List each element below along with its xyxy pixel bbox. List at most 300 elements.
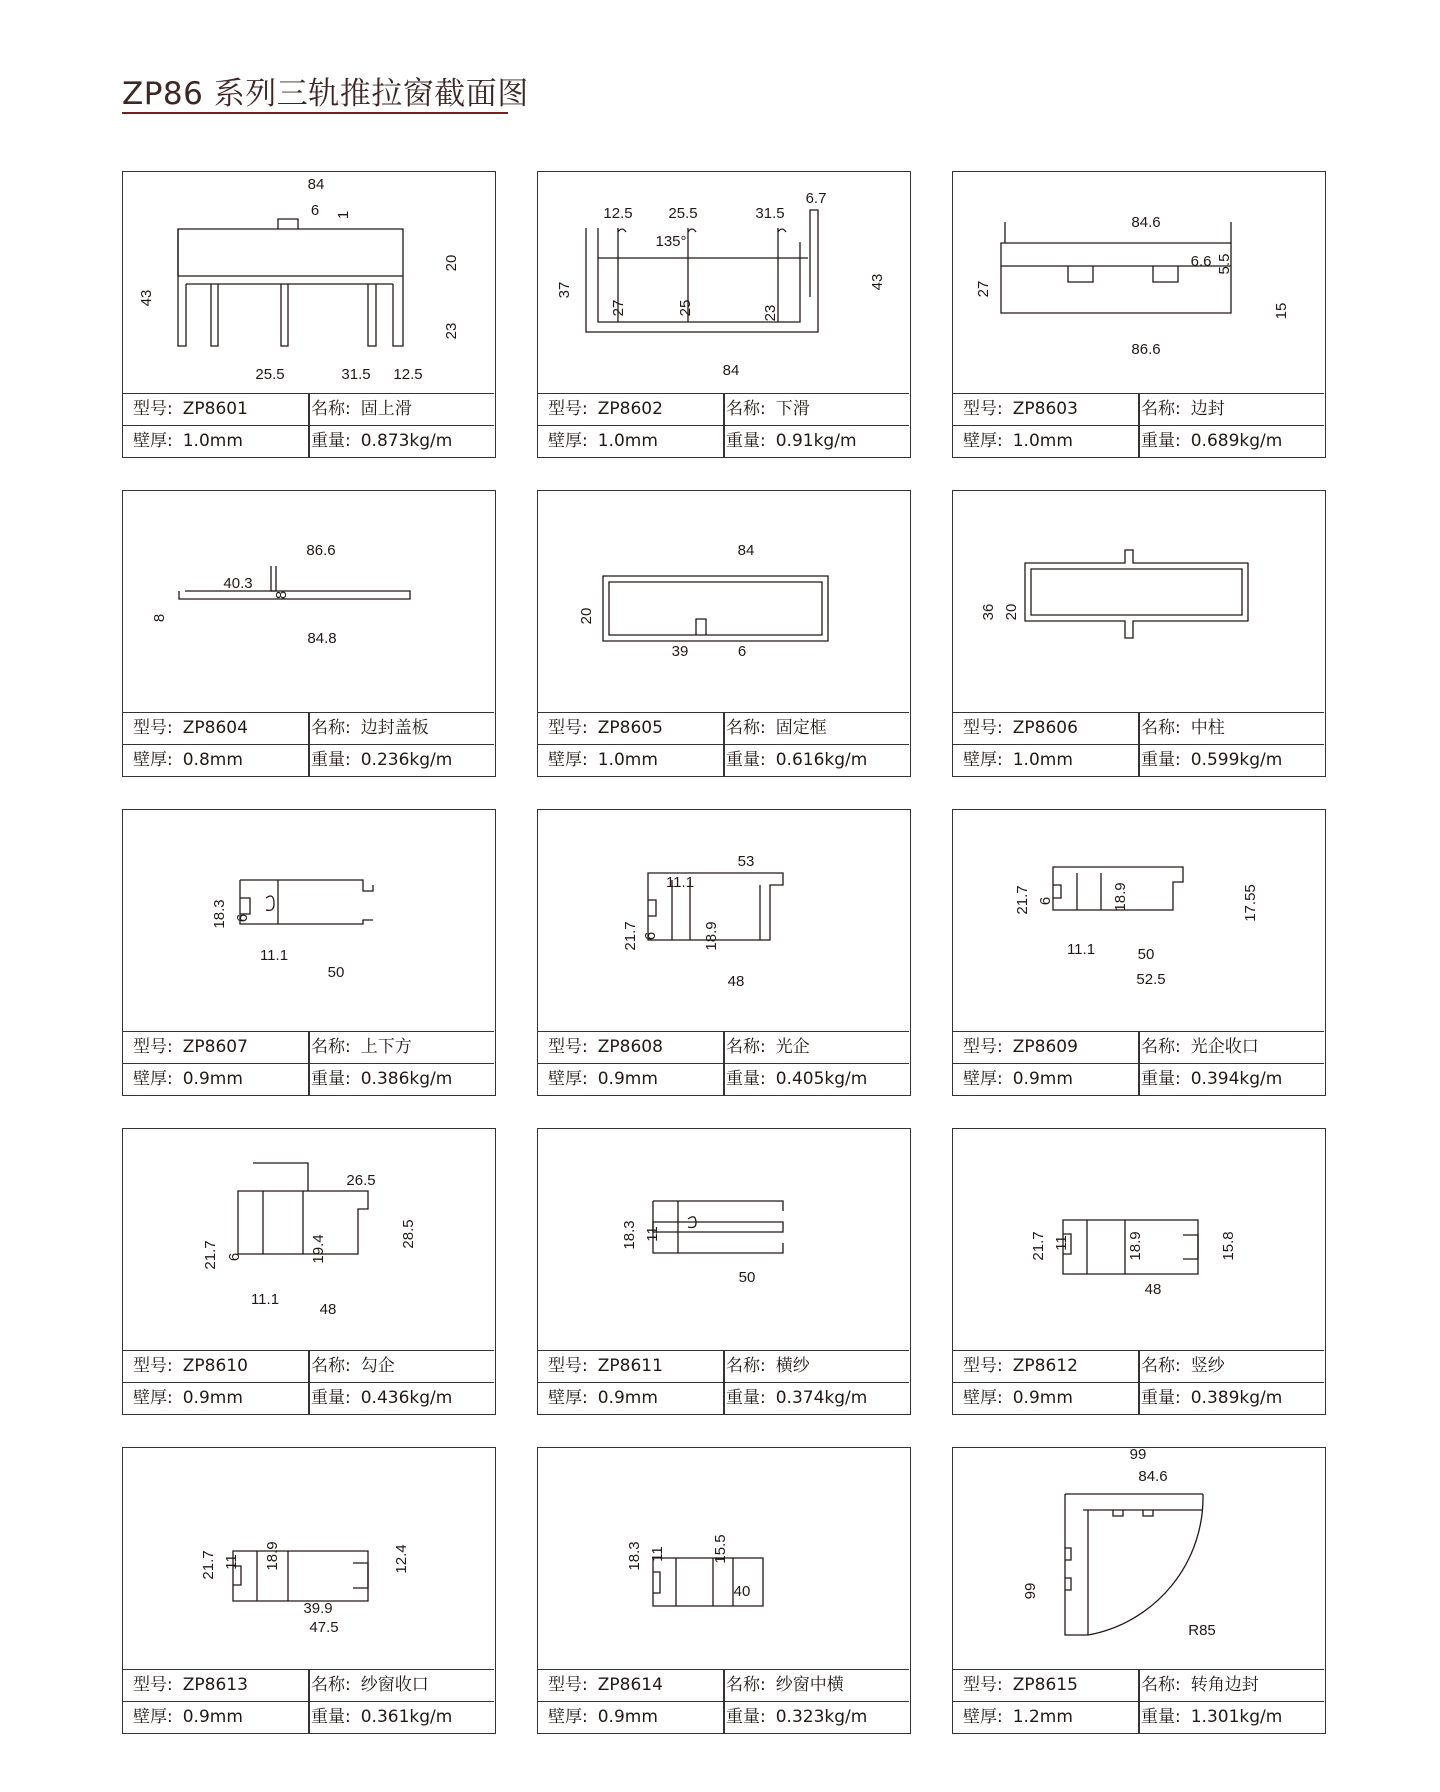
dimension-label: 6.7: [805, 190, 827, 207]
weight-value: 0.361kg/m: [360, 1707, 453, 1727]
dimension-label: 40: [733, 1583, 751, 1600]
thickness-value: 1.2mm: [1012, 1707, 1073, 1727]
column-divider: [1138, 713, 1140, 776]
weight-cell: [311, 745, 452, 776]
name-value: 勾企: [360, 1356, 395, 1376]
name-value: 纱窗中横: [775, 1675, 844, 1695]
weight-label: 重量:: [1141, 1069, 1181, 1089]
profile-outline: [1083, 1510, 1203, 1635]
thickness-value: 0.9mm: [597, 1388, 658, 1408]
weight-label: 重量:: [311, 1707, 351, 1727]
title-underline: [122, 112, 508, 114]
weight-value: 0.374kg/m: [775, 1388, 868, 1408]
column-divider: [723, 1670, 725, 1733]
model-value: ZP8606: [1012, 718, 1078, 738]
profile-outline: [263, 1191, 303, 1254]
profile-drawing: [538, 810, 909, 1031]
dimension-label: 25.5: [668, 205, 698, 222]
profile-card: [122, 1447, 496, 1734]
profile-outline: [603, 576, 828, 641]
dimension-label: 99: [1129, 1448, 1147, 1463]
profile-card: [952, 490, 1326, 777]
model-value: ZP8602: [597, 399, 663, 419]
name-label: 名称:: [1141, 1037, 1181, 1057]
dimension-label: 11: [1053, 1235, 1070, 1251]
thickness-cell: [963, 1383, 1073, 1414]
name-label: 名称:: [726, 718, 766, 738]
profile-outline: [1065, 1494, 1088, 1635]
name-label: 名称:: [311, 399, 351, 419]
dimension-label: 37: [556, 281, 573, 299]
name-cell: [311, 1032, 412, 1063]
weight-cell: [1141, 1064, 1282, 1095]
column-divider: [1138, 1670, 1140, 1733]
name-cell: [726, 394, 810, 425]
weight-cell: [1141, 426, 1282, 457]
profile-drawing: [538, 172, 909, 393]
profile-outline: [266, 896, 274, 910]
model-value: ZP8615: [1012, 1675, 1078, 1695]
name-label: 名称:: [726, 1037, 766, 1057]
dimension-label: 86.6: [1131, 341, 1161, 358]
name-label: 名称:: [1141, 399, 1181, 419]
column-divider: [308, 1351, 310, 1414]
weight-cell: [1141, 1383, 1282, 1414]
dimension-label: 99: [1022, 1582, 1039, 1600]
column-divider: [723, 1032, 725, 1095]
dimension-label: 20: [578, 607, 595, 625]
model-value: ZP8614: [597, 1675, 663, 1695]
thickness-label: 壁厚:: [133, 431, 173, 451]
model-label: 型号:: [133, 718, 173, 738]
model-cell: [548, 1670, 663, 1701]
dimension-label: 8: [273, 590, 290, 600]
dimension-label: 25: [677, 299, 694, 317]
model-label: 型号:: [548, 1356, 588, 1376]
spec-table: [538, 712, 909, 776]
profile-outline: [676, 1558, 733, 1606]
profile-drawing: [123, 172, 494, 393]
name-cell: [1141, 1670, 1259, 1701]
dimension-label: 23: [443, 322, 460, 340]
name-value: 固上滑: [360, 399, 412, 419]
weight-value: 0.236kg/m: [360, 750, 453, 770]
weight-label: 重量:: [726, 750, 766, 770]
weight-label: 重量:: [726, 1707, 766, 1727]
weight-label: 重量:: [311, 431, 351, 451]
weight-label: 重量:: [311, 1069, 351, 1089]
weight-value: 1.301kg/m: [1190, 1707, 1283, 1727]
profile-outline: [1005, 222, 1231, 243]
profile-drawing: [123, 491, 494, 712]
dimension-label: 6: [642, 931, 659, 941]
dimension-label: 20: [1003, 603, 1020, 621]
model-label: 型号:: [963, 1356, 1003, 1376]
weight-label: 重量:: [1141, 750, 1181, 770]
name-label: 名称:: [1141, 1356, 1181, 1376]
profile-outline: [179, 591, 410, 599]
thickness-cell: [548, 745, 658, 776]
model-cell: [548, 1032, 663, 1063]
weight-label: 重量:: [1141, 431, 1181, 451]
dimension-label: 11: [649, 1546, 666, 1562]
thickness-value: 1.0mm: [597, 431, 658, 451]
profile-outline: [1077, 873, 1101, 910]
thickness-label: 壁厚:: [963, 1707, 1003, 1727]
model-label: 型号:: [133, 1675, 173, 1695]
profile-outline: [1065, 1548, 1071, 1590]
profile-outline: [1183, 1235, 1198, 1259]
dimension-label: 15: [1273, 302, 1290, 320]
dimension-label: 28.5: [400, 1219, 417, 1249]
dimension-label: 6: [310, 202, 320, 219]
dimension-label: 23: [762, 304, 779, 322]
weight-cell: [311, 1383, 452, 1414]
name-value: 中柱: [1190, 718, 1225, 738]
spec-table: [953, 1350, 1324, 1414]
page-title: ZP86 系列三轨推拉窗截面图: [122, 76, 529, 112]
dimension-label: 18.9: [264, 1541, 281, 1571]
spec-table: [123, 712, 494, 776]
model-cell: [548, 713, 663, 744]
thickness-value: 1.0mm: [597, 750, 658, 770]
dimension-label: 135°: [655, 233, 687, 250]
column-divider: [1138, 1351, 1140, 1414]
weight-label: 重量:: [311, 1388, 351, 1408]
spec-table: [123, 1350, 494, 1414]
weight-cell: [726, 1064, 867, 1095]
dimension-label: 48: [727, 973, 745, 990]
profile-drawing: [538, 491, 909, 712]
dimension-label: 84: [722, 362, 740, 379]
model-label: 型号:: [963, 1037, 1003, 1057]
model-value: ZP8608: [597, 1037, 663, 1057]
weight-label: 重量:: [726, 431, 766, 451]
dimension-label: 50: [1137, 946, 1155, 963]
column-divider: [1138, 394, 1140, 457]
thickness-label: 壁厚:: [133, 750, 173, 770]
column-divider: [723, 1351, 725, 1414]
profile-drawing: [538, 1448, 909, 1669]
name-label: 名称:: [726, 399, 766, 419]
spec-table: [538, 1031, 909, 1095]
dimension-label: 21.7: [622, 921, 639, 951]
weight-value: 0.689kg/m: [1190, 431, 1283, 451]
name-cell: [726, 713, 827, 744]
dimension-label: 18.3: [626, 1541, 643, 1571]
dimension-label: 27: [610, 299, 627, 317]
model-value: ZP8603: [1012, 399, 1078, 419]
model-cell: [963, 394, 1078, 425]
thickness-label: 壁厚:: [133, 1069, 173, 1089]
name-cell: [311, 1670, 429, 1701]
profile-outline: [178, 229, 403, 346]
profile-outline: [653, 1201, 783, 1253]
dimension-label: 21.7: [200, 1550, 217, 1580]
dimension-label: 86.6: [306, 542, 336, 559]
profile-card: [952, 1128, 1326, 1415]
model-value: ZP8607: [182, 1037, 248, 1057]
profile-drawing: [953, 810, 1324, 1031]
profile-card: [952, 171, 1326, 458]
dimension-label: 8: [151, 613, 168, 623]
weight-value: 0.599kg/m: [1190, 750, 1283, 770]
dimension-label: 6: [234, 913, 251, 923]
weight-value: 0.616kg/m: [775, 750, 868, 770]
model-cell: [133, 1351, 248, 1382]
model-value: ZP8612: [1012, 1356, 1078, 1376]
weight-cell: [311, 1702, 452, 1733]
dimension-label: 18.9: [1127, 1231, 1144, 1261]
dimension-label: 11: [223, 1554, 240, 1570]
weight-value: 0.386kg/m: [360, 1069, 453, 1089]
thickness-label: 壁厚:: [133, 1388, 173, 1408]
name-value: 纱窗收口: [360, 1675, 429, 1695]
column-divider: [723, 394, 725, 457]
spec-table: [538, 393, 909, 457]
model-value: ZP8605: [597, 718, 663, 738]
name-cell: [1141, 1032, 1259, 1063]
profile-outline: [178, 229, 403, 276]
weight-label: 重量:: [726, 1069, 766, 1089]
name-cell: [726, 1670, 844, 1701]
model-cell: [133, 1032, 248, 1063]
thickness-label: 壁厚:: [548, 1388, 588, 1408]
spec-table: [123, 393, 494, 457]
thickness-label: 壁厚:: [963, 431, 1003, 451]
dimension-label: 53: [737, 853, 755, 870]
weight-value: 0.323kg/m: [775, 1707, 868, 1727]
model-cell: [963, 1670, 1078, 1701]
profile-card: [122, 809, 496, 1096]
dimension-label: 11.1: [259, 947, 289, 964]
model-label: 型号:: [963, 399, 1003, 419]
model-value: ZP8611: [597, 1356, 663, 1376]
spec-table: [123, 1669, 494, 1733]
thickness-label: 壁厚:: [133, 1707, 173, 1727]
column-divider: [308, 713, 310, 776]
thickness-cell: [133, 745, 243, 776]
name-cell: [1141, 394, 1225, 425]
thickness-value: 0.9mm: [182, 1069, 243, 1089]
dimension-label: 36: [980, 603, 997, 621]
profile-outline: [271, 566, 276, 591]
dimension-label: 15.8: [1220, 1231, 1237, 1261]
dimension-label: 6: [737, 643, 747, 660]
dimension-label: 40.3: [223, 575, 253, 592]
model-label: 型号:: [133, 399, 173, 419]
column-divider: [308, 1032, 310, 1095]
name-label: 名称:: [1141, 718, 1181, 738]
thickness-value: 1.0mm: [1012, 431, 1073, 451]
thickness-cell: [133, 1064, 243, 1095]
profile-outline: [1113, 1510, 1153, 1516]
dimension-label: 1: [335, 210, 352, 220]
dimension-label: 50: [738, 1269, 756, 1286]
profile-outline: [618, 229, 786, 232]
model-cell: [548, 394, 663, 425]
name-value: 转角边封: [1190, 1675, 1259, 1695]
thickness-value: 0.9mm: [1012, 1388, 1073, 1408]
profile-drawing: [538, 1129, 909, 1350]
profile-drawing: [953, 1129, 1324, 1350]
thickness-cell: [963, 745, 1073, 776]
name-cell: [1141, 1351, 1225, 1382]
dimension-label: 18.3: [621, 1220, 638, 1250]
dimension-label: 84.8: [307, 630, 337, 647]
model-value: ZP8613: [182, 1675, 248, 1695]
model-label: 型号:: [133, 1356, 173, 1376]
thickness-label: 壁厚:: [548, 431, 588, 451]
spec-table: [953, 1031, 1324, 1095]
thickness-cell: [133, 1383, 243, 1414]
dimension-label: 12.4: [393, 1544, 410, 1574]
thickness-cell: [548, 1702, 658, 1733]
profile-card: [952, 809, 1326, 1096]
dimension-label: 48: [319, 1301, 337, 1318]
thickness-label: 壁厚:: [963, 750, 1003, 770]
thickness-cell: [963, 1702, 1073, 1733]
dimension-label: 18.9: [703, 921, 720, 951]
profile-outline: [1068, 266, 1093, 282]
column-divider: [1138, 1032, 1140, 1095]
profile-outline: [1088, 1494, 1203, 1635]
profile-outline: [278, 219, 298, 229]
thickness-cell: [133, 1702, 243, 1733]
spec-table: [953, 1669, 1324, 1733]
dimension-label: 84.6: [1138, 1468, 1168, 1485]
spec-table: [953, 712, 1324, 776]
dimension-label: 6: [1037, 896, 1054, 906]
spec-table: [538, 1669, 909, 1733]
name-label: 名称:: [311, 1037, 351, 1057]
weight-label: 重量:: [726, 1388, 766, 1408]
profile-card: [122, 490, 496, 777]
thickness-cell: [548, 1383, 658, 1414]
profile-outline: [1025, 550, 1248, 638]
model-cell: [963, 1351, 1078, 1382]
thickness-label: 壁厚:: [963, 1069, 1003, 1089]
dimension-label: 6: [226, 1252, 243, 1262]
model-label: 型号:: [548, 1037, 588, 1057]
thickness-value: 0.9mm: [1012, 1069, 1073, 1089]
dimension-label: 39: [671, 643, 689, 660]
dimension-label: 18.9: [1112, 882, 1129, 912]
model-cell: [548, 1351, 663, 1382]
name-label: 名称:: [311, 1356, 351, 1376]
model-value: ZP8610: [182, 1356, 248, 1376]
thickness-cell: [133, 426, 243, 457]
profile-outline: [1087, 1220, 1125, 1274]
weight-cell: [1141, 745, 1282, 776]
profile-outline: [648, 900, 656, 916]
profile-drawing: [123, 1129, 494, 1350]
name-value: 光企: [775, 1037, 810, 1057]
profile-drawing: [123, 810, 494, 1031]
dimension-label: 27: [975, 280, 992, 298]
name-value: 边封: [1190, 399, 1225, 419]
thickness-value: 0.9mm: [597, 1707, 658, 1727]
name-value: 边封盖板: [360, 718, 429, 738]
profile-outline: [696, 619, 706, 635]
weight-cell: [311, 1064, 452, 1095]
model-label: 型号:: [548, 718, 588, 738]
name-cell: [726, 1351, 810, 1382]
weight-label: 重量:: [1141, 1388, 1181, 1408]
spec-table: [538, 1350, 909, 1414]
weight-value: 0.91kg/m: [775, 431, 857, 451]
dimension-label: 6.6: [1190, 253, 1212, 270]
spec-table: [123, 1031, 494, 1095]
dimension-label: 11.1: [1066, 941, 1096, 958]
dimension-label: R85: [1188, 1622, 1216, 1639]
dimension-label: 11.1: [250, 1291, 280, 1308]
name-value: 上下方: [360, 1037, 412, 1057]
model-cell: [963, 713, 1078, 744]
profile-outline: [609, 582, 822, 635]
profile-drawing: [953, 172, 1324, 393]
weight-cell: [311, 426, 452, 457]
profile-outline: [1031, 569, 1242, 615]
profile-outline: [653, 1222, 783, 1232]
name-label: 名称:: [726, 1356, 766, 1376]
weight-label: 重量:: [1141, 1707, 1181, 1727]
model-value: ZP8604: [182, 718, 248, 738]
profile-drawing: [953, 491, 1324, 712]
dimension-label: 43: [869, 273, 886, 291]
profile-outline: [618, 228, 778, 322]
profile-card: [537, 1128, 911, 1415]
dimension-label: 15.5: [712, 1534, 729, 1564]
thickness-value: 1.0mm: [182, 431, 243, 451]
spec-table: [953, 393, 1324, 457]
dimension-label: 31.5: [755, 205, 785, 222]
name-cell: [311, 1351, 395, 1382]
weight-value: 0.405kg/m: [775, 1069, 868, 1089]
profile-outline: [353, 1563, 368, 1588]
dimension-label: 21.7: [1014, 885, 1031, 915]
name-label: 名称:: [311, 1675, 351, 1695]
weight-cell: [726, 426, 857, 457]
weight-cell: [726, 745, 867, 776]
dimension-label: 48: [1144, 1281, 1162, 1298]
model-cell: [133, 394, 248, 425]
thickness-value: 0.8mm: [182, 750, 243, 770]
weight-value: 0.389kg/m: [1190, 1388, 1283, 1408]
weight-value: 0.394kg/m: [1190, 1069, 1283, 1089]
thickness-cell: [548, 1064, 658, 1095]
dimension-label: 43: [138, 289, 155, 307]
name-value: 光企收口: [1190, 1037, 1259, 1057]
profile-card: [122, 1128, 496, 1415]
dimension-label: 11: [644, 1226, 661, 1242]
model-label: 型号:: [548, 399, 588, 419]
profile-outline: [653, 1572, 660, 1593]
dimension-label: 84.6: [1131, 214, 1161, 231]
dimension-label: 47.5: [309, 1619, 339, 1636]
thickness-cell: [963, 1064, 1073, 1095]
dimension-label: 84: [737, 542, 755, 559]
profile-outline: [240, 898, 250, 914]
profile-outline: [240, 880, 373, 924]
dimension-label: 20: [443, 254, 460, 272]
dimension-label: 11.1: [665, 874, 695, 891]
model-cell: [133, 713, 248, 744]
dimension-label: 12.5: [603, 205, 633, 222]
name-cell: [1141, 713, 1225, 744]
profile-outline: [233, 1551, 368, 1601]
weight-label: 重量:: [311, 750, 351, 770]
